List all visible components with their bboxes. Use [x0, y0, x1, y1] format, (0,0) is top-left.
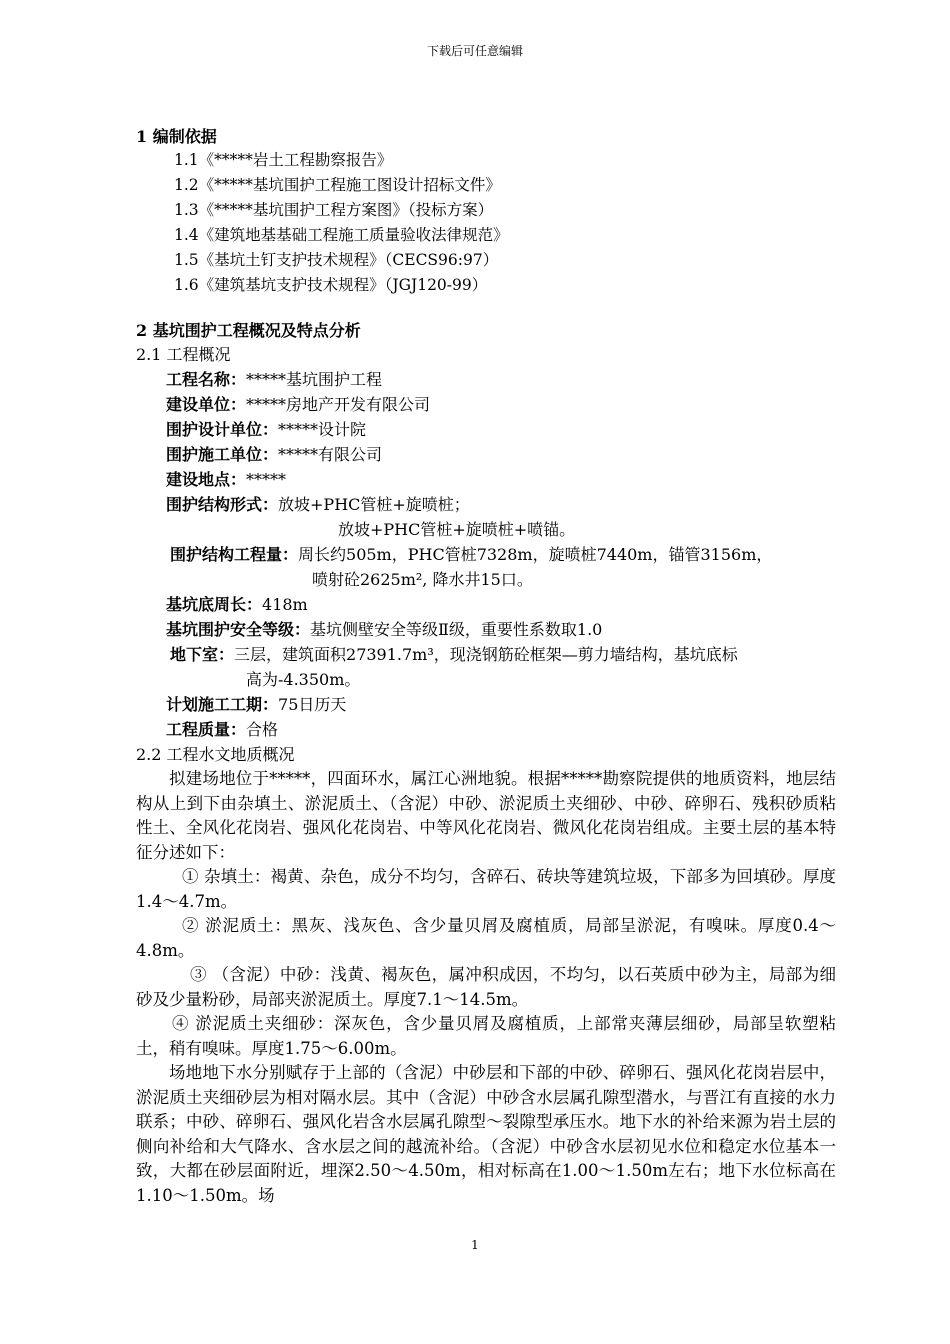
field-contractor — [136, 442, 836, 467]
field-value: 418m — [262, 595, 308, 614]
field-basement — [136, 642, 836, 667]
field-label: 建设地点： — [166, 470, 247, 489]
field-label: 基坑底周长： — [166, 595, 263, 614]
reference-item: 1.6《建筑基坑支护技术规程》（JGJ120-99） — [174, 276, 488, 294]
field-value: *****有限公司 — [278, 445, 383, 464]
field-label: 围护设计单位： — [166, 420, 279, 439]
reference-item: 1.2《*****基坑围护工程施工图设计招标文件》 — [174, 176, 501, 194]
field-quantity — [136, 542, 836, 567]
field-label: 地下室： — [170, 645, 235, 664]
soil-layer-item: ④ 淤泥质土夹细砂：深灰色，含少量贝屑及腐植质，上部常夹薄层细砂，局部呈软塑粘土，稍有嗅味。厚度1.75～6.00m。 — [136, 1014, 836, 1058]
field-value: 75日历天 — [278, 695, 347, 714]
field-value: *****设计院 — [278, 420, 367, 439]
reference-item: 1.5《基坑土钉支护技术规程》（CECS96:97） — [174, 251, 499, 269]
field-label: 围护结构工程量： — [170, 545, 299, 564]
field-label: 围护施工单位： — [166, 445, 279, 464]
soil-layer-item: ③ （含泥）中砂：浅黄、褐灰色，属冲积成因，不均匀，以石英质中砂为主，局部为细砂及少量粉砂，局部夹淤泥质土。厚度7.1～14.5m。 — [136, 965, 836, 1009]
field-safety-grade — [136, 617, 836, 642]
field-quantity-cont: 喷射砼2625m², 降水井15口。 — [312, 570, 533, 589]
field-structure-form — [136, 492, 836, 517]
soil-layer-item: ① 杂填土：褐黄、杂色，成分不均匀，含碎石、砖块等建筑垃圾，下部多为回填砂。厚度1.4～4.7m。 — [136, 867, 836, 911]
field-designer — [136, 417, 836, 442]
field-value: *****基坑围护工程 — [246, 370, 383, 389]
soil-layer-item: ② 淤泥质土：黑灰、浅灰色、含少量贝屑及腐植质，局部呈淤泥，有嗅味。厚度0.4～4.8m。 — [136, 916, 836, 960]
subsection-2-2-title: 2.2 工程水文地质概况 — [136, 745, 295, 764]
field-value: 周长约505m，PHC管桩7328m，旋喷桩7440m，锚管3156m， — [298, 545, 773, 564]
field-structure-form-cont: 放坡+PHC管桩+旋喷桩+喷锚。 — [338, 520, 576, 539]
section-1-title: 1 编制依据 — [136, 127, 217, 146]
field-label: 建设单位： — [166, 395, 247, 414]
field-quality — [136, 717, 836, 742]
paragraph: 场地地下水分别赋存于上部的（含泥）中砂层和下部的中砂、碎卵石、强风化花岗岩层中，淤泥质土夹细砂层为相对隔水层。其中（含泥）中砂含水层属孔隙型潜水，与晋江有直接的水力联系；中砂、碎卵石、强风化岩含水层属孔隙型～裂隙型承压水。地下水的补给来源为岩土层的侧向补给和大气降水、含水层之间的越流补给。（含泥）中砂含水层初见水位和稳定水位基本一致，大都在砂层面附近，埋深2.50～4.50m，相对标高在1.00～1.50m左右；地下水位标高在1.10～1.50m。场 — [136, 1063, 836, 1205]
field-value: 基坑侧壁安全等级Ⅱ级，重要性系数取1.0 — [310, 620, 603, 639]
field-label: 工程名称： — [166, 370, 247, 389]
field-perimeter — [136, 592, 836, 617]
field-label: 计划施工工期： — [166, 695, 279, 714]
field-period — [136, 692, 836, 717]
field-label: 基坑围护安全等级： — [166, 620, 311, 639]
reference-item: 1.3《*****基坑围护工程方案图》（投标方案） — [174, 201, 494, 219]
page-number: 1 — [471, 1238, 479, 1252]
reference-item: 1.1《*****岩土工程勘察报告》 — [174, 151, 393, 169]
field-value: 合格 — [246, 720, 279, 739]
field-basement-cont: 高为-4.350m。 — [246, 670, 361, 689]
field-builder — [136, 392, 836, 417]
field-value: *****房地产开发有限公司 — [246, 395, 431, 414]
field-project-name — [136, 367, 836, 392]
subsection-2-1-title: 2.1 工程概况 — [136, 345, 231, 364]
document-body — [136, 126, 836, 1208]
field-label: 围护结构形式： — [166, 495, 279, 514]
field-site — [136, 467, 836, 492]
section-2-title: 2 基坑围护工程概况及特点分析 — [136, 321, 361, 340]
field-value: 放坡+PHC管桩+旋喷桩； — [278, 495, 470, 514]
paragraph: 拟建场地位于*****，四面环水，属江心洲地貌。根据*****勘察院提供的地质资料，地层结构从上到下由杂填土、淤泥质土、（含泥）中砂、淤泥质土夹细砂、中砂、碎卵石、残积砂质粘性土、全风化花岗岩、强风化花岗岩、中等风化花岗岩、微风化花岗岩组成。主要土层的基本特征分述如下： — [136, 769, 836, 862]
reference-item: 1.4《建筑地基基础工程施工质量验收法律规范》 — [174, 226, 509, 244]
page-header: 下载后可任意编辑 — [426, 44, 523, 58]
field-label: 工程质量： — [166, 720, 247, 739]
field-value: ***** — [246, 470, 287, 489]
field-value: 三层，建筑面积27391.7m³，现浇钢筋砼框架—剪力墙结构，基坑底标 — [234, 645, 738, 664]
